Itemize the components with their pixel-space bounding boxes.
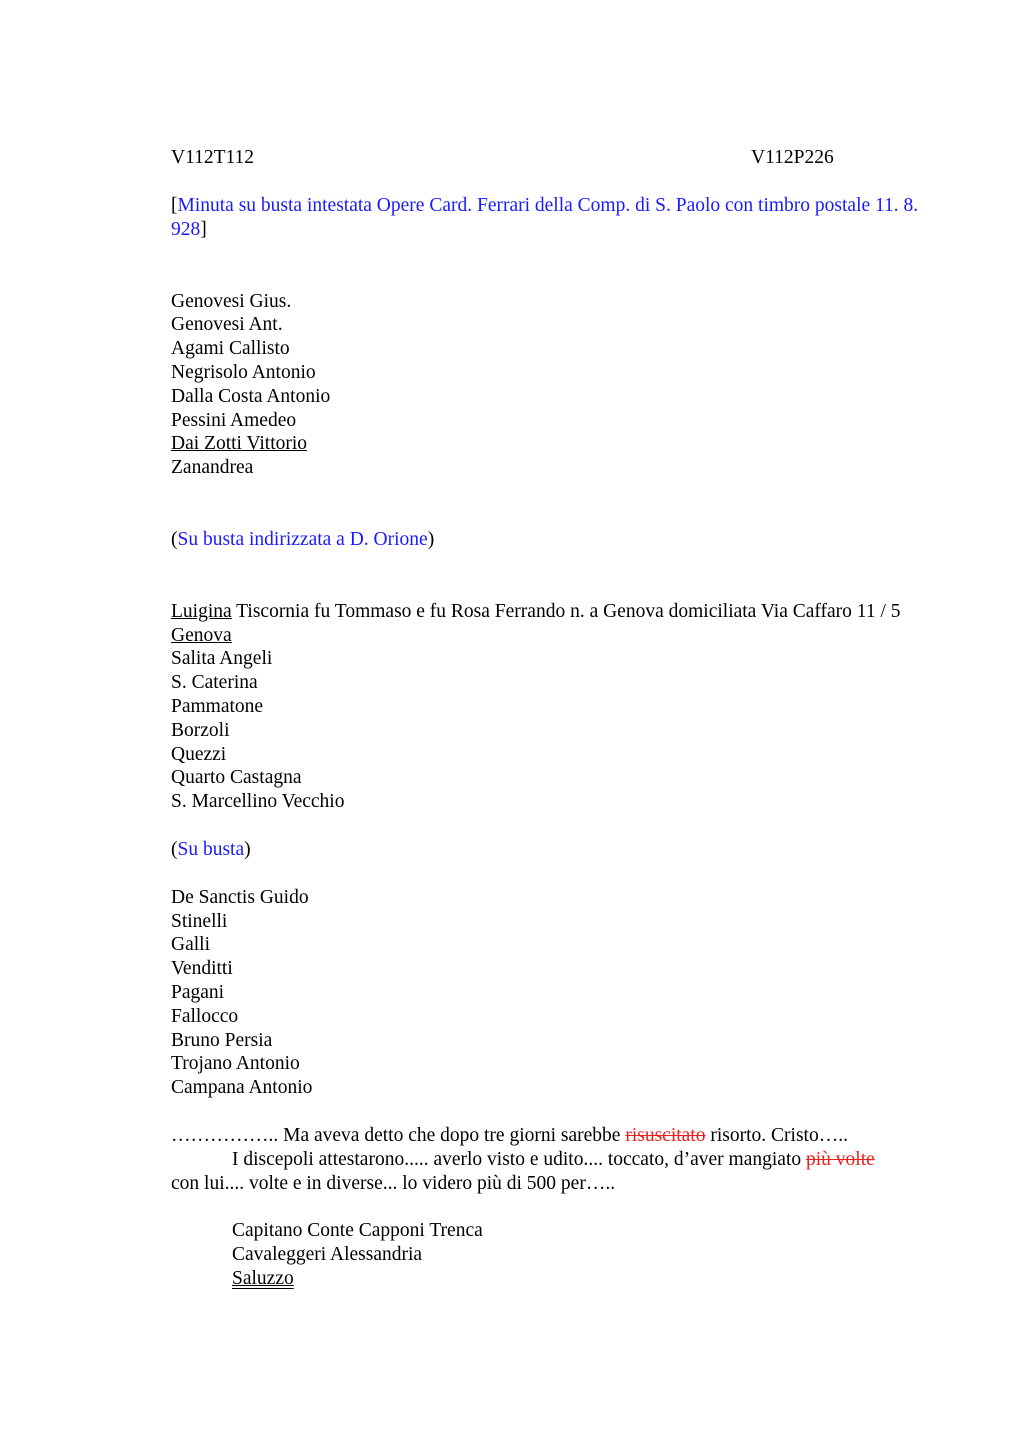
envelope-note-text: Minuta su busta intestata Opere Card. Ferrari della Comp. di S. Paolo con timbro postale 11. 8. 928 [171,195,919,240]
envelope-note-3-text: Su busta [177,838,245,860]
document-page [171,146,931,1291]
list-item: Fallocco [171,1005,239,1027]
envelope-note-3: (Su busta) [171,838,251,860]
address-block [171,600,931,814]
paragraph-line-2: I discepoli attestarono..... averlo visto e udito.... toccato, d’aver mangiato più volte [232,1148,875,1170]
closing-line: Capitano Conte Capponi Trenca [232,1220,483,1242]
list-item: Borzoli [171,719,230,741]
list-item: Stinelli [171,910,228,932]
list-item: Quezzi [171,743,227,765]
text-paragraph [171,1124,931,1195]
closing-line: Cavaleggeri Alessandria [232,1244,423,1266]
struck-word: risuscitato [625,1124,706,1146]
paragraph-line-3: con lui.... volte e in diverse... lo videro più di 500 per….. [171,1172,616,1194]
list-item: S. Caterina [171,672,258,694]
list-item: Pagani [171,981,225,1003]
person-city: Genova [171,624,232,646]
list-item: Bruno Persia [171,1029,273,1051]
list-item: Trojano Antonio [171,1053,300,1075]
list-item: Dalla Costa Antonio [171,385,331,407]
struck-phrase: più volte [806,1148,875,1170]
list-item: De Sanctis Guido [171,886,309,908]
envelope-note: [Minuta su busta intestata Opere Card. Ferrari della Comp. di S. Paolo con timbro postale 11. 8. 928] [171,195,919,240]
envelope-note-2-text: Su busta indirizzata a D. Orione [177,528,428,550]
list-item: Negrisolo Antonio [171,361,316,383]
list-item: S. Marcellino Vecchio [171,791,345,813]
person-entry: Luigina Tiscornia fu Tommaso e fu Rosa Ferrando n. a Genova domiciliata Via Caffaro 11 / 5 Genova [171,600,901,646]
paragraph-line-1: …………….. Ma aveva detto che dopo tre giorni sarebbe risuscitato risorto. Cristo….. [171,1124,848,1146]
left-code: V112T112 [171,147,255,168]
envelope-note-2: (Su busta indirizzata a D. Orione) [171,528,435,550]
name-list-1 [171,290,931,480]
list-item: Agami Callisto [171,338,290,360]
list-item: Galli [171,934,210,956]
list-item: Zanandrea [171,457,254,479]
closing-line-underlined: Saluzzo [232,1267,294,1289]
right-code: V112P226 [751,147,834,168]
name-list-3 [171,886,931,1100]
list-item: Campana Antonio [171,1077,313,1099]
list-item: Salita Angeli [171,648,273,670]
list-item: Quarto Castagna [171,767,302,789]
list-item-underlined: Dai Zotti Vittorio [171,433,308,455]
person-first-name: Luigina [171,600,232,622]
list-item: Venditti [171,958,233,980]
list-item: Pessini Amedeo [171,409,297,431]
list-item: Genovesi Gius. [171,290,292,312]
header-codes [171,146,931,170]
closing-block [171,1219,931,1290]
list-item: Genovesi Ant. [171,314,283,336]
list-item: Pammatone [171,695,264,717]
